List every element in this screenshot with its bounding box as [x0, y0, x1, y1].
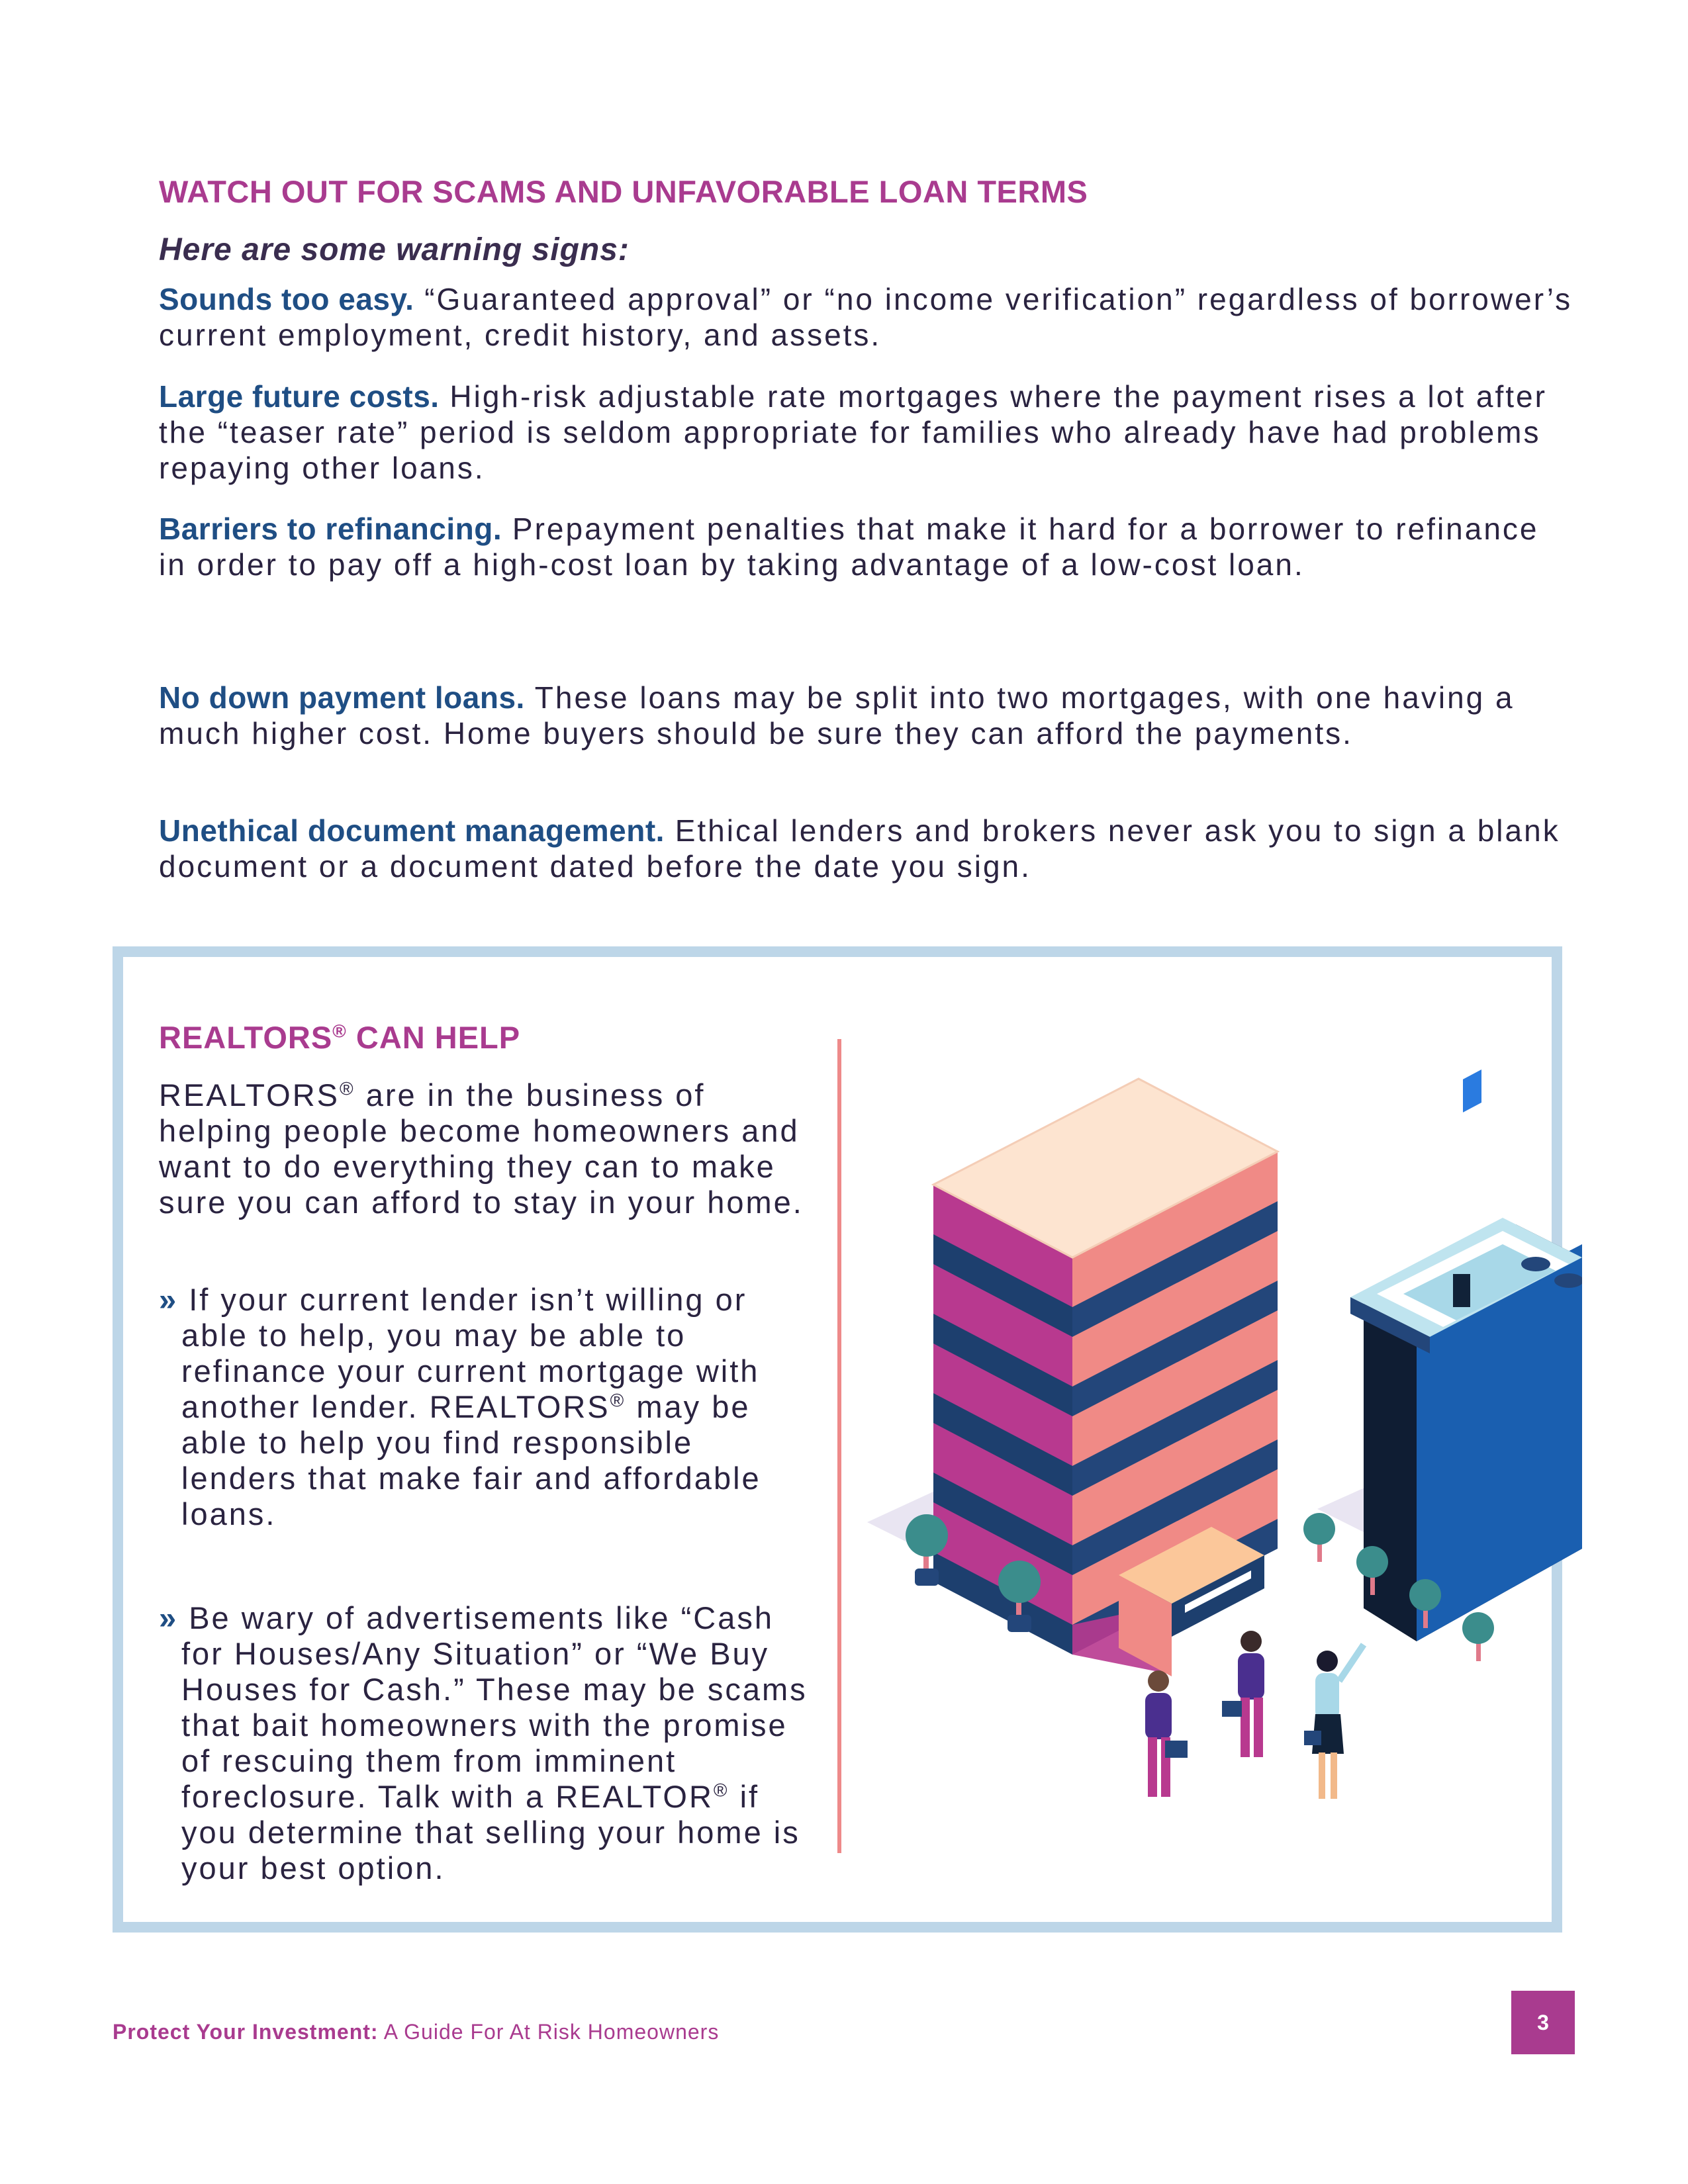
warning-text: High-risk adjustable rate mortgages where the payment rises a lot after the “teaser rate” period is seldom appropriate for families who already have had problems repaying other loans. [159, 379, 1547, 485]
help-bullet [159, 1282, 817, 1532]
footer-title [113, 2020, 719, 2044]
warning-text: Ethical lenders and brokers never ask you to sign a blank document or a document dated before the date you sign. [159, 813, 1560, 884]
registered-mark: ® [610, 1390, 626, 1411]
warning-text: Prepayment penalties that make it hard for a borrower to refinance in order to pay off a high-cost loan by taking advantage of a low-cost loan. [159, 512, 1539, 582]
warning-lead: No down payment loans. [159, 680, 525, 715]
bullet-text: may be able to help you find responsible lenders that make fair and affordable loans. [181, 1389, 761, 1531]
warning-lead: Unethical document management. [159, 813, 665, 848]
warning-lead: Large future costs. [159, 379, 440, 414]
bullet-text: if you determine that selling your home is your best option. [181, 1779, 800, 1886]
help-title-text: CAN HELP [346, 1020, 521, 1055]
registered-mark: ® [340, 1078, 355, 1099]
help-intro [159, 1077, 808, 1220]
registered-mark: ® [713, 1780, 729, 1801]
help-intro-text: are in the business of helping people become homeowners and want to do everything they can to make sure you can afford to stay in your home. [159, 1077, 804, 1220]
bullet-text: If your current lender isn’t willing or able to help, you may be able to refinance your current mortgage with another lender. REALTORS [181, 1282, 760, 1424]
footer-title-rest: A Guide For At Risk Homeowners [378, 2020, 720, 2044]
warning-item [159, 379, 1575, 486]
help-bullet [159, 1600, 817, 1886]
help-intro-text: REALTORS [159, 1077, 340, 1113]
subheading: Here are some warning signs: [159, 232, 630, 267]
warning-item [159, 680, 1575, 751]
warning-lead: Barriers to refinancing. [159, 512, 502, 546]
bullet-marker: » [159, 1600, 179, 1635]
help-title-text: REALTORS [159, 1020, 333, 1055]
pink-building [933, 1079, 1278, 1676]
registered-mark: ® [332, 1021, 347, 1042]
warning-item [159, 813, 1575, 884]
warning-lead: Sounds too easy. [159, 282, 414, 316]
vertical-divider [837, 1039, 841, 1853]
warning-item [159, 511, 1575, 582]
warning-text: These loans may be split into two mortgages, with one having a much higher cost. Home buyers should be sure they can afford the payments. [159, 680, 1515, 751]
page-number: 3 [1511, 1991, 1575, 2054]
section-heading: WATCH OUT FOR SCAMS AND UNFAVORABLE LOAN TERMS [159, 174, 1088, 209]
people [1145, 1631, 1364, 1799]
help-title [159, 1019, 520, 1056]
footer-title-bold: Protect Your Investment: [113, 2020, 379, 2044]
city-illustration [854, 1046, 1582, 1840]
bullet-text: Be wary of advertisements like “Cash for Houses/Any Situation” or “We Buy Houses for Cash.” These may be scams that bait homeowners with the promise of rescuing them from imminent foreclosure. Talk with a REALTOR [181, 1600, 808, 1814]
warning-item [159, 281, 1575, 353]
bullet-marker: » [159, 1282, 179, 1317]
warning-text: “Guaranteed approval” or “no income verification” regardless of borrower’s current employment, credit history, and assets. [159, 282, 1573, 352]
